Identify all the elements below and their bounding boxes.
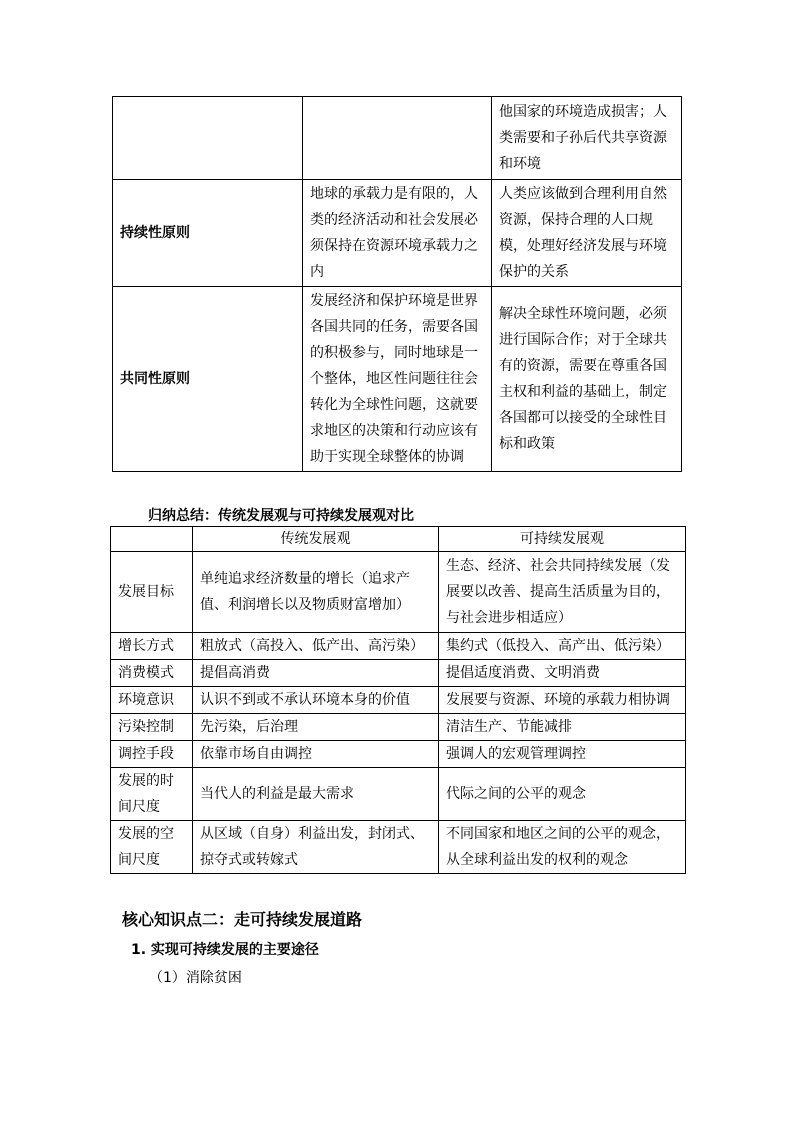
sustainable-cell: 提倡适度消费、文明消费	[439, 660, 686, 687]
principle-cell: 持续性原则	[113, 180, 303, 287]
table-row	[113, 287, 682, 472]
sustainable-cell: 生态、经济、社会共同持续发展（发展要以改善、提高生活质量为目的，与社会进步相适应）	[439, 552, 686, 633]
table-row	[111, 552, 686, 633]
section-title: 核心知识点二：走可持续发展道路	[122, 910, 363, 929]
item-cell: 发展的时间尺度	[111, 768, 193, 821]
table-row	[113, 180, 682, 287]
traditional-cell: 认识不到或不承认环境本身的价值	[193, 687, 439, 714]
traditional-cell: 粗放式（高投入、低产出、高污染）	[193, 633, 439, 660]
item-cell: 调控手段	[111, 741, 193, 768]
item-cell: 环境意识	[111, 687, 193, 714]
sustainable-cell: 清洁生产、节能减排	[439, 714, 686, 741]
table-row	[111, 660, 686, 687]
traditional-cell: 单纯追求经济数量的增长（追求产值、利润增长以及物质财富增加）	[193, 552, 439, 633]
sustainable-cell: 集约式（低投入、高产出、低污染）	[439, 633, 686, 660]
table-row	[111, 768, 686, 821]
list-item: （1）消除贫困	[149, 970, 242, 986]
header-cell: 可持续发展观	[439, 527, 686, 552]
traditional-cell: 依靠市场自由调控	[193, 741, 439, 768]
requirement-cell: 解决全球性环境问题，必须进行国际合作；对于全球共有的资源，需要在尊重各国主权和利益的基础上，制定各国都可以接受的全球性目标和政策	[492, 287, 682, 472]
basis-cell: 地球的承载力是有限的，人类的经济活动和社会发展必须保持在资源环境承载力之内	[303, 180, 492, 287]
traditional-cell: 提倡高消费	[193, 660, 439, 687]
requirement-cell: 人类应该做到合理利用自然资源，保持合理的人口规模，处理好经济发展与环境保护的关系	[492, 180, 682, 287]
sustainable-cell: 强调人的宏观管理调控	[439, 741, 686, 768]
principle-cell: 共同性原则	[113, 287, 303, 472]
table-row	[111, 714, 686, 741]
sustainable-cell: 代际之间的公平的观念	[439, 768, 686, 821]
basis-cell	[303, 97, 492, 180]
table-row	[113, 97, 682, 180]
item-cell: 发展的空间尺度	[111, 821, 193, 874]
item-cell: 消费模式	[111, 660, 193, 687]
sustainable-cell: 发展要与资源、环境的承载力相协调	[439, 687, 686, 714]
summary-title: 归纳总结：传统发展观与可持续发展观对比	[148, 508, 414, 524]
sub-title: 1. 实现可持续发展的主要途径	[131, 942, 319, 958]
comparison-table	[110, 526, 686, 874]
traditional-cell: 先污染，后治理	[193, 714, 439, 741]
principles-table	[112, 96, 682, 472]
table-row	[111, 741, 686, 768]
requirement-cell: 他国家的环境造成损害；人类需要和子孙后代共享资源和环境	[492, 97, 682, 180]
traditional-cell: 从区域（自身）利益出发，封闭式、掠夺式或转嫁式	[193, 821, 439, 874]
table-header-row	[111, 527, 686, 552]
table-row	[111, 821, 686, 874]
traditional-cell: 当代人的利益是最大需求	[193, 768, 439, 821]
header-cell	[111, 527, 193, 552]
basis-cell: 发展经济和保护环境是世界各国共同的任务，需要各国的积极参与，同时地球是一个整体，地区性问题往往会转化为全球性问题，这就要求地区的决策和行动应该有助于实现全球整体的协调	[303, 287, 492, 472]
header-cell: 传统发展观	[193, 527, 439, 552]
sustainable-cell: 不同国家和地区之间的公平的观念，从全球利益出发的权利的观念	[439, 821, 686, 874]
principle-cell	[113, 97, 303, 180]
item-cell: 增长方式	[111, 633, 193, 660]
table-row	[111, 633, 686, 660]
table-row	[111, 687, 686, 714]
item-cell: 发展目标	[111, 552, 193, 633]
item-cell: 污染控制	[111, 714, 193, 741]
